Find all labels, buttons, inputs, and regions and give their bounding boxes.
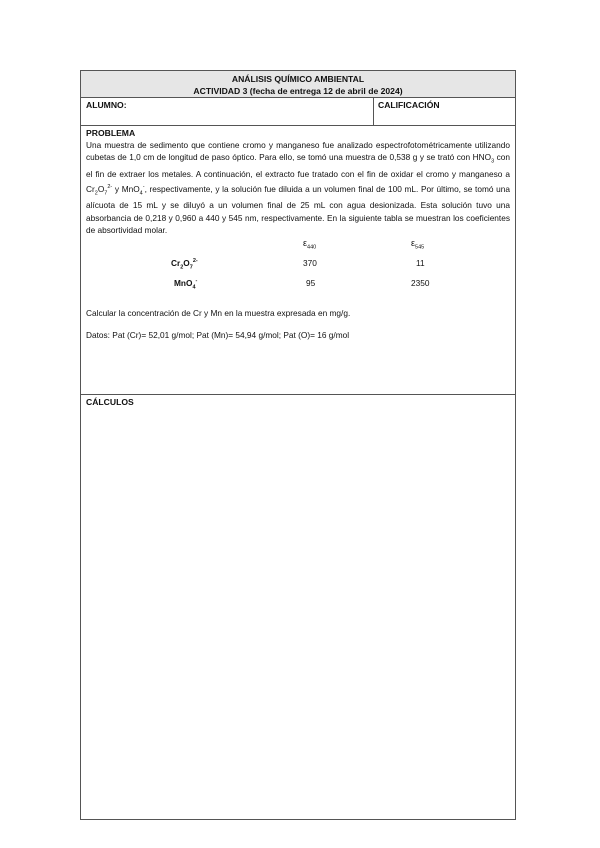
col-header-545: $\varepsilon_{545}$ (411, 238, 425, 251)
calculations-heading: CÁLCULOS (86, 397, 134, 407)
statement-part-2: con el fin de extraer los metales. A continuación, el extracto fue tratado con el fin de oxidar el cromo y manganeso a Cr (86, 152, 510, 194)
problem-section (81, 125, 515, 395)
problem-statement (86, 139, 510, 236)
cell-dichromate-545: 11 (416, 258, 425, 269)
course-title: ANÁLISIS QUÍMICO AMBIENTAL (231, 74, 365, 84)
col-header-440: $\varepsilon_{440}$ (303, 238, 317, 251)
cell-permanganate-545: 2350 (411, 278, 430, 289)
statement-part-1: Una muestra de sedimento que contiene cromo y manganeso fue analizado espectrofotométricamente utilizando cubetas de 1,0 cm de longitud de paso óptico. Para ello, se tomó una muestra de 0,538 g y se trató con HNO (86, 140, 510, 163)
statement-part-4: , respectivamente, y la solución fue diluida a un volumen final de 100 mL. Por último, se tomó una alícuota de 15 mL y se diluyó a un volumen final de 25 mL con agua desionizada. Esta solución tuvo una absorbancia de 0,218 y 0,960 a 440 y 545 nm, respectivamente. En la siguiente tabla se muestran los coeficientes de absortividad molar. (86, 183, 510, 235)
row-label-permanganate: MnO$_4$- (174, 278, 198, 291)
activity-sheet (80, 70, 516, 820)
sheet-header (81, 71, 515, 98)
dichromate-sub2: 7 (104, 189, 108, 196)
question-text: Calcular la concentración de Cr y Mn en la muestra expresada en mg/g. (86, 308, 351, 319)
problem-heading: PROBLEMA (86, 128, 136, 138)
dichromate-sub1: 2 (94, 189, 98, 196)
permanganate-charge: - (142, 183, 145, 190)
cell-permanganate-440: 95 (306, 278, 316, 289)
permanganate-sub: 4 (139, 189, 143, 196)
activity-title: ACTIVIDAD 3 (fecha de entrega 12 de abril de 2024) (193, 86, 403, 96)
hno3-subscript: 3 (491, 158, 495, 165)
cell-dichromate-440: 370 (303, 258, 317, 269)
dichromate-charge: 2- (107, 183, 113, 190)
atomic-weights-text: Datos: Pat (Cr)= 52,01 g/mol; Pat (Mn)= 54,94 g/mol; Pat (O)= 16 g/mol (86, 330, 350, 341)
statement-part-3: y MnO (112, 183, 140, 194)
grade-field-label[interactable]: CALIFICACIÓN (378, 100, 440, 110)
dichromate-o: O (97, 183, 105, 194)
student-field-label[interactable]: ALUMNO: (86, 100, 127, 110)
column-divider (373, 98, 374, 125)
row-label-dichromate: $Cr_2O_7^{2-}$ (171, 258, 198, 271)
absorptivity-table (86, 236, 510, 294)
student-grade-row (81, 98, 515, 126)
